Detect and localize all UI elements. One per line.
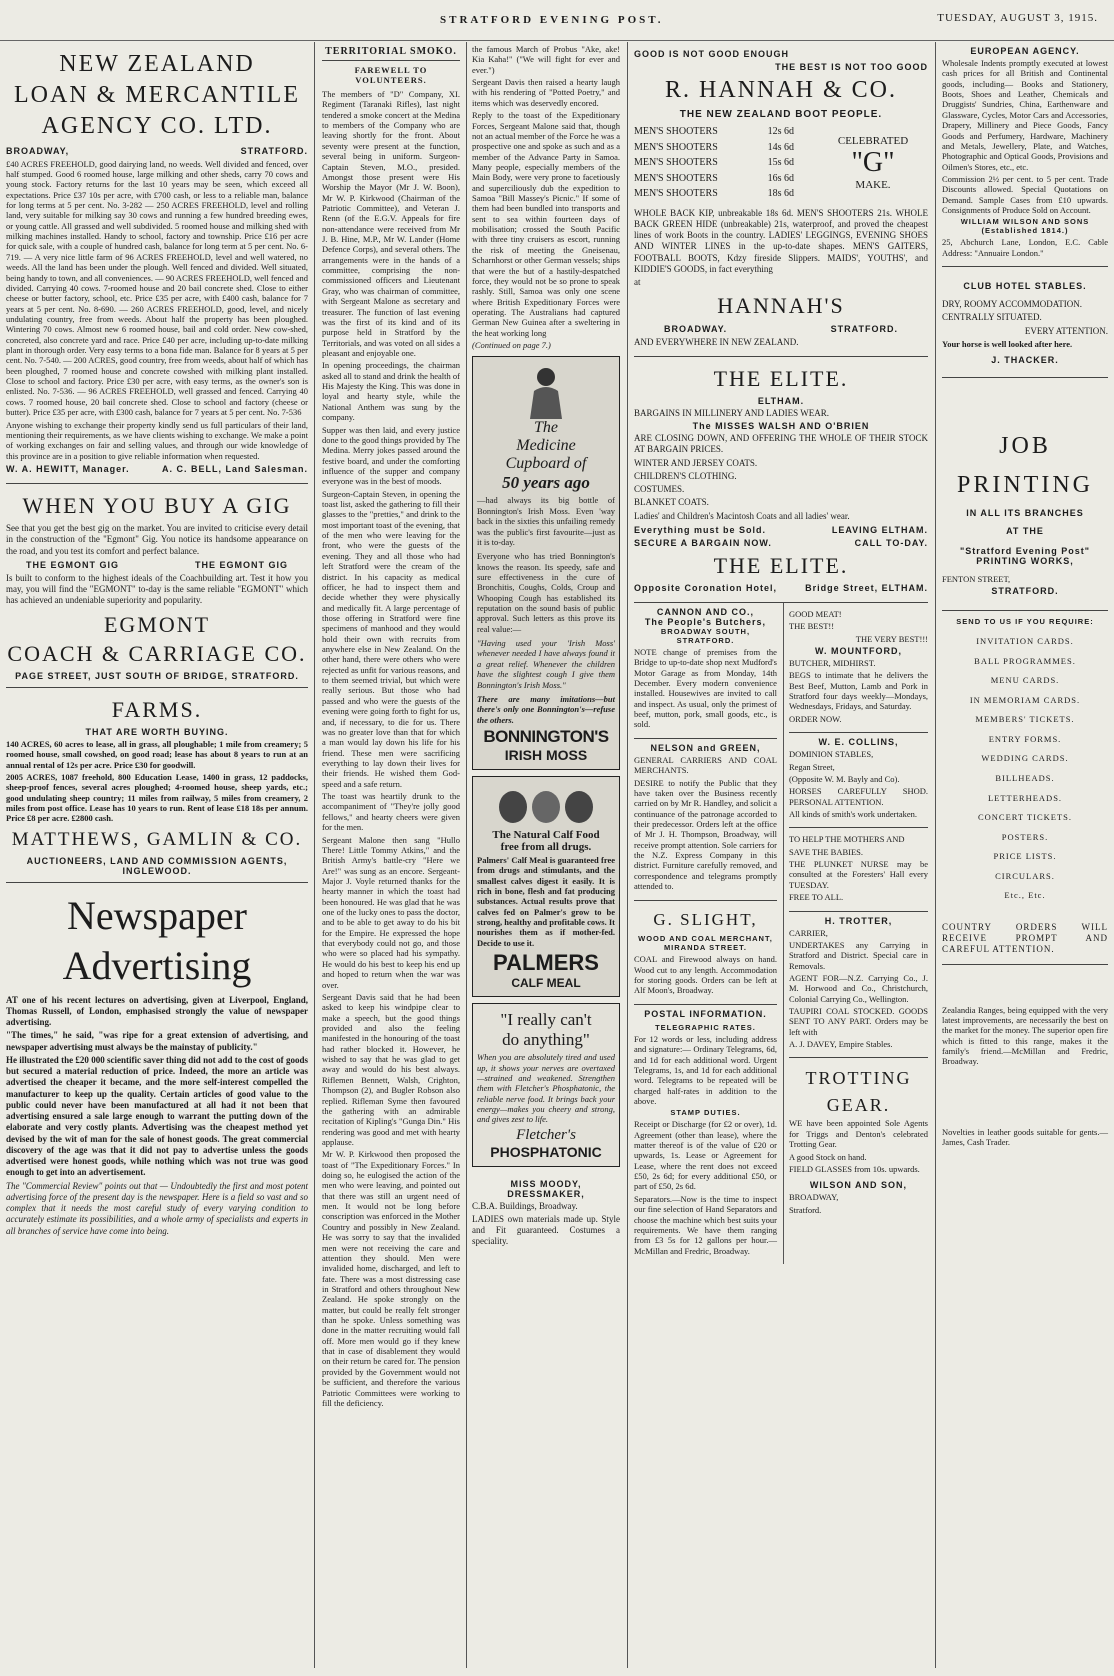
trotter-name: H. TROTTER,	[824, 915, 893, 926]
news-para-4: The "Commercial Review" points out that — Undoubtedly the first and most potent advertising force of the present day is the newspaper. Here is a field so vast and so complex that it needs the most careful study of every varying condition to accurately estimate its possibilities, and a whole army of specialists and experts in all branches of service have come into being.	[6, 1180, 308, 1236]
hannah-ad	[634, 42, 928, 357]
elite-body1: ARE CLOSING DOWN, AND OFFERING THE WHOLE OF THEIR STOCK AT BARGAIN PRICES.	[634, 433, 928, 455]
list-item: WEDDING CARDS.	[981, 753, 1069, 764]
fletch-heading-1: "I really can't	[500, 1010, 592, 1030]
bon-text-2: Everyone who has tried Bonnington's knows the reason. Its speedy, safe and sure effectiveness in the cure of Bronchitis, Coughs, Colds, Croup and Whooping Cough has established its reputation on the sound basis of public approval. Such letters as this prove its real value:—	[477, 551, 615, 634]
nz-manager: W. A. HEWITT, Manager.	[6, 463, 130, 474]
continued-note: (Continued on page 7.)	[472, 340, 551, 351]
bon-brand: BONNINGTON'S	[483, 726, 609, 746]
g-mark: "G"	[851, 146, 895, 178]
separators-note: Separators.—Now is the time to inspect our fine selection of Hand Separators and choose the machine which best suits your requirements. We have them ranging from £3 5s for 12 gallons per hour.—McMillan and Fredric, Broadway.	[634, 1193, 777, 1256]
issue-date: TUESDAY, AUGUST 3, 1915.	[937, 12, 1098, 24]
miss-moody-ad	[472, 1175, 620, 1256]
job-printing-ad	[942, 378, 1108, 964]
column-rule	[314, 42, 315, 1668]
g-make-badge	[818, 135, 928, 191]
euro-title: EUROPEAN AGENCY.	[970, 46, 1080, 56]
job-works-1: "Stratford Evening Post"	[959, 545, 1091, 556]
good-meat-3: THE VERY BEST!!!	[855, 633, 928, 644]
nz-address-right: STRATFORD.	[240, 145, 308, 156]
egmont-title1: EGMONT	[103, 611, 211, 637]
bon-heading-3: Cupboard of	[505, 455, 587, 473]
babies-1: TO HELP THE MOTHERS AND	[788, 834, 905, 845]
list-item: BALL PROGRAMMES.	[974, 655, 1076, 666]
job-at: AT THE	[1006, 525, 1044, 536]
fletch-brand-2: PHOSPHATONIC	[490, 1143, 602, 1160]
bonningtons-ad	[472, 356, 620, 770]
plunket-body: THE PLUNKET NURSE may be consulted at the Foresters' Hall every TUESDAY.	[788, 859, 928, 890]
fletch-heading-2: do anything"	[502, 1030, 590, 1050]
mountford-trade: BUTCHER, MIDHIRST.	[788, 658, 876, 669]
gig-body2: Is built to conform to the highest ideals of the Coachbuilding art. Test it how you may, you will find the "EGMONT" to-day is the same reliable "EGMONT" which has achieved an undeniable superiority and popularity.	[6, 572, 308, 606]
hannah-at: at	[634, 277, 641, 288]
hannah-title: R. HANNAH & CO.	[664, 77, 897, 103]
elite-addr-right: Bridge Street, ELTHAM.	[805, 582, 928, 593]
trotting-title-2: GEAR.	[826, 1095, 891, 1116]
news-para-1: AT one of his recent lectures on advertising, given at Liverpool, England, Thomas Russell, of London, emphasised strongly the value of newspaper advertising.	[6, 994, 308, 1028]
farms-subtitle: THAT ARE WORTH BUYING.	[85, 726, 229, 737]
job-town: STRATFORD.	[991, 586, 1059, 597]
col4-split	[634, 603, 928, 1264]
news-para-3: He illustrated the £20 000 scientific saver thing did not add to the cost of goods but secured a material reduction of price. Indeed, the more an article was advertised the cheaper it became, and the more self-interest compelled the manufacturer to keep up the quality. Certain articles of good value to the public could never have been manufactured at all had it not been that advertising ensured a sale large enough to warrant the putting down of the elaborate and very costly plants. Advertising was the cheapest method yet devised by the wit of man for the sale of honest goods. The great commercial discovery of the age was that it did not pay to advertise unless the goods advertised were honest goods, while nothing which was not true was good enough to get into an advertisement.	[6, 1054, 308, 1178]
farms-title: FARMS.	[111, 696, 203, 722]
collins-body-1: HORSES CAREFULLY SHOD. PERSONAL ATTENTION.	[788, 786, 928, 807]
matthews-subtitle: AUCTIONEERS, LAND AND COMMISSION AGENTS,	[26, 855, 288, 866]
slight-title: G. SLIGHT,	[653, 909, 758, 929]
egmont-address: PAGE STREET, JUST SOUTH OF BRIDGE, STRATFORD.	[15, 670, 299, 681]
elite-row1-right: LEAVING ELTHAM.	[831, 524, 928, 535]
elite-line-2: CHILDREN'S CLOTHING.	[634, 470, 737, 481]
mountford-name: W. MOUNTFORD,	[814, 646, 902, 657]
elite-line-3: COSTUMES.	[634, 484, 685, 495]
hannah-addr-left: BROADWAY.	[664, 323, 728, 334]
smoko-para-6: Sergeant Malone then sang "Hullo There! Little Tommy Atkins," and the British Army's battle-cry "Here we Are!" was sung as an encore. Sergeant-Major J. Voyle returned thanks for the hearty manner in which the toast had been honoured. He was glad that he was one of the lucky ones to pass the doctor, and to be able to get away to do his bit for the Empire. He expressed the hope that everybody could not go, and those who were so placed had his sympathy. He would do his best to keep his end up and hoped to return when the war was over.	[322, 834, 460, 990]
job-send: SEND TO US IF YOU REQUIRE:	[942, 610, 1108, 626]
nelson-ad	[634, 739, 777, 901]
list-item: ENTRY FORMS.	[988, 733, 1062, 744]
nelson-body: DESIRE to notify the Public that they have taken over the Business recently carried on by Mr R. Handley, and solicit a continuance of the patronage accorded to their predecessor. Orders left at the office of Mr J. H. Thompson, Broadway, will receive prompt attention. Sole carriers for the N.Z. Express Company in this district. Furniture carefully removed, and correspondence and telegrams promptly attended to.	[634, 777, 777, 892]
elite-row2-right: CALL TO-DAY.	[854, 537, 928, 548]
elite-line-4: BLANKET COATS.	[634, 497, 709, 508]
club-line-4: Your horse is well looked after here.	[942, 338, 1073, 349]
tele-title: TELEGRAPHIC RATES.	[655, 1022, 756, 1032]
bon-heading-4: 50 years ago	[502, 473, 590, 493]
smoko-para-4: Surgeon-Captain Steven, in opening the toast list, asked the gathering to fill their glasses to the "pretties," and drink to the most important toast of the evening, that of the men who were leaving for the front, who were the guests of the evening. They and all those who had left Stratford were the cream of the district. In his capacity as medical officer, he had to inspect them and decide whether they were physically and medically fit. A large percentage of those offering in Stratford were fine specimens of manhood and they would hold their own with recruits from anywhere else in New Zealand. On the other hand, there were others who were rejected as unfit for various reasons, and to them seemed trivial, but which were really serious. But those who had passed and who were the guests of the evening were going forth to fight for us, and, if necessary, to die for us. There was no greater love than that for which a man would lay down his life for his friend. These men were sacrificing everything to lay down their lives for their friends. He wished them God-speed and a safe return.	[322, 488, 460, 789]
list-item: MENU CARDS.	[990, 675, 1060, 686]
smoko-para-5: The toast was heartily drunk to the accompaniment of "They're jolly good fellows," and hearty cheers were given for the men.	[322, 791, 460, 833]
shooter-row: MEN'S SHOOTERS 14s 6d	[634, 141, 794, 153]
palmer-text: Palmers' Calf Meal is guaranteed free from drugs and stimulants, and the smallest calves digest it easily. It is rich in bone, flesh and fat producing substances. Actual results prove that calves fed on Palmer's grow to be strong, healthy and profitable cows. It nourishes them as if mother-fed. Decide to use it.	[477, 854, 615, 948]
trotting-stock: A good Stock on hand.	[788, 1151, 867, 1162]
nelson-title: NELSON and GREEN,	[650, 742, 761, 753]
nz-title-line1: NEW ZEALAND	[59, 51, 255, 77]
mountford-body: BEGS to intimate that he delivers the Best Beef, Mutton, Lamb and Pork in Stratford four days weekly—Mondays, Wednesdays, Fridays, and Saturday.	[788, 670, 928, 712]
farms-listing-1: 140 ACRES, 60 acres to lease, all in grass, all ploughable; 1 mile from creamery; 5 roomed house, small cowshed, on good road; lease has about 8 years to run at an annual rental of 12s per acre. Price £30 for goodwill.	[6, 738, 308, 770]
cannon-title: CANNON AND CO.,	[656, 606, 755, 617]
moody-subtitle: DRESSMAKER,	[507, 1188, 585, 1199]
smoko-para-2: In opening proceedings, the chairman asked all to stand and drink the health of His Majesty the King. This was done in loyal and hearty style, while the National Anthem was sung by the company.	[322, 360, 460, 423]
cannon-address: BROADWAY SOUTH, STRATFORD.	[660, 626, 751, 645]
shooter-row: MEN'S SHOOTERS 15s 6d	[634, 157, 794, 169]
make-label: MAKE.	[855, 178, 891, 191]
trotter-body-3: TAUPIRI COAL STOCKED. GOODS SENT TO ANY PART. Orders may be left with	[788, 1006, 928, 1037]
column-4	[628, 42, 934, 1668]
list-item: BILLHEADS.	[995, 773, 1055, 783]
palmer-heading-2: free from all drugs.	[500, 840, 592, 853]
trotter-ad	[789, 912, 928, 1059]
babies-2: SAVE THE BABIES.	[788, 846, 864, 857]
trotter-body-1: UNDERTAKES any Carrying in Stratford and District. Special care in Removals.	[788, 939, 928, 971]
slight-body: COAL and Firewood always on hand. Wood cut to any length. Accommodation for storing goods. Orders can be left at Alf Moon's, Broadway.	[634, 954, 777, 996]
nz-address-left: BROADWAY,	[6, 145, 70, 156]
palmer-heading-1: The Natural Calf Food	[492, 828, 600, 841]
matthews-town: INGLEWOOD.	[122, 865, 192, 876]
list-item: MEMBERS' TICKETS.	[975, 714, 1075, 725]
list-item: Etc., Etc.	[1004, 890, 1046, 901]
newspaper-advertising-article	[6, 883, 308, 1245]
euro-commission: Commission 2½ per cent. to 5 per cent. Trade Discounts allowed. Special Quotations on Demand. Sample Cases from £10 upwards. Consignments of Produce Sold on Account.	[942, 173, 1108, 216]
cannon-body: NOTE change of premises from the Bridge to up-to-date shop next Mudford's Motor Garage as from Monday, 14th December. Every modern convenience installed. Housewives are invited to call and inspect. As usual, only the primest of beef, mutton, pork, small goods, etc., is sold.	[634, 646, 777, 730]
nz-title-line2: LOAN & MERCANTILE	[14, 82, 300, 109]
collins-subtitle: DOMINION STABLES,	[788, 749, 874, 760]
slight-ad	[634, 901, 777, 1005]
club-name: J. THACKER.	[991, 355, 1059, 366]
newspaper-name: STRATFORD EVENING POST.	[440, 14, 664, 26]
plunket-free: FREE TO ALL.	[788, 892, 844, 903]
list-item: CONCERT TICKETS.	[977, 812, 1073, 823]
club-line-1: DRY, ROOMY ACCOMMODATION.	[942, 299, 1083, 310]
good-meat-2: THE BEST!!	[788, 621, 835, 632]
hannah-body: WHOLE BACK KIP, unbreakable 18s 6d. MEN'S SHOOTERS 21s. WHOLE BACK GREEN HIDE (unbreakable) 21s, waterproof, and proved the cheapest lines of work Boots in the country. LADIES' LEGGINGS, EVENING SHOES AND WINTER LINES in the up-to-date shapes. MEN'S GAITERS, FOOTBALL BOOTS, Kdzy fireside Slippers. MAIDS', YOUTHS', and KIDDIE'S GOODS, in fact everything	[634, 207, 928, 274]
smoko-para-1: The members of "D" Company, XI. Regiment (Taranaki Rifles), last night tendered a smoke concert at the Medina to members of the Company who are leaving shortly for the front. About seventy were present at the function, several being in uniform. Surgeon-Captain Steven, M.O., presided. Amongst those present were His Worship the Mayor (Mr J. W. Boon), Mr W. P. Kirkwood (Chairman of the Patriotic Committee), and Veteran J. Renn (of the E.G.V. Appeals for fire non-attendance were received from Mr J. B. Hine, M.P., Mr W. Lander (Home Defence Corps), and several others. The arrangements were in the hands of a committee, comprising the non-commissioned officers and Lieutenant Gray, who was chairman of committee, with Sergeant Malone as secretary and treasurer. The function of last evening was the first of its kind and of its purpose held in Stratford by the Territorials, and was voted on all sides a pleasant and enjoyable one.	[322, 89, 460, 358]
elite-row1-left: Everything must be Sold.	[634, 524, 767, 535]
news-para-2: "The times," he said, "was ripe for a great extension of advertising, and newspaper advertising must always be the mainstay of publicity."	[6, 1030, 308, 1052]
best-line: THE BEST IS NOT TOO GOOD	[775, 62, 928, 72]
list-item: POSTERS.	[1001, 831, 1049, 842]
elite-town: ELTHAM.	[757, 395, 805, 406]
collins-name: W. E. COLLINS,	[818, 737, 899, 748]
collins-body-2: All kinds of smith's work undertaken.	[788, 809, 918, 819]
euro-body: Wholesale Indents promptly executed at lowest cash prices for all British and Continental goods, including— Books and Stationery, Boots, Shoes and Leather, Chemicals and Druggists' Sundries, China, Earthenware and Glassware, Cycles, Motor Cars and Accessories, Drapery, Millinery and Piece Goods, Fancy Goods and Perfumery, Hardware, Machinery and Metals, Jewellery, Plate, and Watches, Photographic and Optical Goods, Provisions and Oilmen's Stores, etc., etc.	[942, 58, 1108, 172]
good-enough-line: GOOD IS NOT GOOD ENOUGH	[634, 49, 790, 59]
column-2	[316, 42, 466, 1668]
nz-listings: £40 ACRES FREEHOLD, good dairying land, no weeds. Well divided and fenced, over half stumped. Good 6 roomed house, large milking and other sheds, carry 70 cows and young stock. Factory returns for the last 10 years may be seen, which exceed all expectations. Price £37 10s per acre, with £700 cash, or less to a reliable man, balance for long terms at 5 per cent. No. 3-282 — 250 ACRES FREEHOLD, level and rolling land, very suitable for milking say 30 cows and running a few hundred breeding ewes, or young cattle. All grassed and well subdivided. 5 roomed house and milking shed with milking machines installed. Handy to school, factory and township. Price £16 per acre for quick sale, with a couple of hundred cash, balance for long term at 5 per cent. No. 6-719. — A very nice little farm of 96 ACRES FREEHOLD, level and well watered, no weeds. All the land has been under the plough. Well fenced and divided. Well situated, being handy to town, and all conveniences. — 90 ACRES FREEHOLD, well fenced and divided. Carrying 40 cows. 7-roomed house and 20 bail concrete shed. Close to either cheese or butter factory, school, etc. Price £35 per acre, with £400 cash, balance for 7 years at 5 per cent. No. 8-690. — 260 ACRES FREEHOLD, good, level, and nicely undulating country, free from weeds. About half the property has been ploughed. Wintering 70 cows. Almost new 6 roomed house, bail and cold order. New cow-shed, concreted, also concrete yard and race. Price £40 per acre, including up-to-date milking plant in thorough order. Very easy terms to a bona fide man. Balance for 8 years at 5 per cent. No. 7-540. — 200 ACRES, good country, free from weeds, about half of which has been ploughed, 7 roomed house and concrete cowshed with milking plant installed. Close to school and factory. Price £30 per acre, with easy terms, as the owner's son is enlisted. No. 7-536. — 96 ACRES FREEHOLD, well grassed and fenced. Carrying 40 cows. 7 roomed house, 20 bail concrete shed. Close to school and factory (cheese or butter). Price £35 per acre, with £300 cash, balance for 7 years at 5 per cent. No. 7-536	[6, 158, 308, 418]
postal-title: POSTAL INFORMATION.	[644, 1008, 767, 1019]
fletch-text: When you are absolutely tired and used up, it shows your nerves are overtaxed—strained and weakened. Strengthen them with Fletcher's Phosphatonic, the reliable nerve food. It brings back your energy—makes you cheery and strong, and gives zest to life.	[477, 1052, 615, 1125]
gig-ad	[6, 484, 308, 688]
column-1	[0, 42, 314, 1668]
hannahs-name: HANNAH'S	[717, 293, 845, 319]
trotter-body-4: A. J. DAVEY, Empire Stables.	[788, 1039, 893, 1050]
collins-ad	[789, 733, 928, 828]
gig-label-left: THE EGMONT GIG	[26, 559, 120, 570]
list-item: IN MEMORIAM CARDS.	[969, 694, 1081, 705]
col4-left	[634, 603, 777, 1264]
trotting-title-1: TROTTING	[805, 1068, 912, 1089]
smoko-para-7: Sergeant Davis said that he had been asked to keep his windpipe clear to make a speech, but the good things provided and also the feeling manifested in the honouring of the toast had rather blocked it. However, he wished to say that he was glad to get away and would do his best always. Riflemen Bennett, Walsh, Crighton, Thompson (2), and Bugler Robson also replied. Rifleman Syme then favoured the gathering with an admirable recitation of Kipling's "Gunga Din." His rendering was good and met with hearty applause.	[322, 991, 460, 1147]
elite-body2: Ladies' and Children's Macintosh Coats and all ladies' wear.	[634, 510, 850, 521]
nz-loan-ad	[6, 42, 308, 484]
trotting-glasses: FIELD GLASSES from 10s. upwards.	[788, 1163, 920, 1174]
column-3	[466, 42, 626, 1668]
wilson-address: BROADWAY,	[788, 1192, 839, 1203]
hannah-addr-right: STRATFORD.	[830, 323, 898, 334]
collins-addr-1: Regan Street,	[788, 761, 835, 772]
job-works-2: PRINTING WORKS,	[976, 555, 1074, 566]
elite-addr-left: Opposite Coronation Hotel,	[634, 582, 777, 593]
news-title-2: Advertising	[62, 942, 252, 988]
cannon-subtitle: The People's Butchers,	[644, 616, 767, 627]
job-branches: IN ALL ITS BRANCHES	[966, 507, 1084, 518]
mountford-ad	[789, 603, 928, 733]
postal-info	[634, 1005, 777, 1264]
nz-salesman: A. C. BELL, Land Salesman.	[161, 463, 308, 474]
wilson-name: WILSON AND SON,	[809, 1180, 908, 1191]
moody-title: MISS MOODY,	[510, 1178, 582, 1189]
list-item: PRICE LISTS.	[993, 851, 1057, 862]
news-title-1: Newspaper	[67, 892, 247, 938]
trotter-subtitle: CARRIER,	[788, 927, 828, 938]
col4-right	[783, 603, 928, 1264]
zealandia-note: Zealandia Ranges, being equipped with the very latest improvements, are necessarily the best on the market for the money. The superior open fire which is fitted to this range, makes it the family's friend.—McMillan and Fredric, Broadway.	[942, 1004, 1108, 1067]
plunket-ad	[789, 828, 928, 911]
job-title-2: PRINTING	[957, 472, 1093, 499]
trotting-gear-ad	[789, 1058, 928, 1223]
good-meat-1: GOOD MEAT!	[788, 608, 842, 619]
job-items-list	[942, 632, 1108, 906]
nz-title-line3: AGENCY CO. LTD.	[41, 113, 273, 140]
trotting-body: WE have been appointed Sole Agents for Triggs and Denton's celebrated Trotting Gear.	[788, 1118, 928, 1150]
elite-subtitle: BARGAINS IN MILLINERY AND LADIES WEAR.	[634, 407, 829, 418]
club-line-3: EVERY ATTENTION.	[1024, 325, 1108, 336]
nelson-subtitle: GENERAL CARRIERS AND COAL MERCHANTS.	[634, 754, 777, 776]
job-title-1: JOB	[999, 433, 1051, 460]
collins-addr-2: (Opposite W. M. Bayly and Co).	[788, 773, 900, 784]
bon-text-4: There are many imitations—but there's only one Bonnington's—refuse the others.	[477, 693, 615, 725]
article-continuation-top: the famous March of Probus "Ake, ake! Kia Kaha!" ("We will fight for ever and ever.")	[472, 44, 620, 75]
elite-title: THE ELITE.	[713, 365, 849, 391]
stamp-body: Receipt or Discharge (for £2 or over), 1d. Agreement (other than lease), where the matter thereof is of the value of £20 or upwards, 1s. Lease or Agreement for Lease, where the rent does not exceed £50, 2s 6d; for every additional £50, or part of £50, 2s 6d.	[634, 1119, 777, 1192]
stamp-title: STAMP DUTIES.	[670, 1108, 741, 1118]
farms-ad	[6, 688, 308, 883]
smoko-para-3: Supper was then laid, and every justice done to the good things provided by The Medina. Merry jokes passed around the festive board, and under the comforting influence of the supper and company everyone was in the best of moods.	[322, 424, 460, 487]
slight-address: MIRANDA STREET.	[663, 943, 747, 953]
gig-label-right: THE EGMONT GIG	[194, 559, 288, 570]
farms-listing-2: 2005 ACRES, 1087 freehold, 800 Education Lease, 1400 in grass, 12 paddocks, sheep-proof fences, several acres ploughed; 4-roomed house, sheep yards, etc.; good undulating sheep country; 11 miles from railway, 5 miles from creamery, 2 miles from post office. Lease has 10 years to run. Rent of lease £18 18s per annum. Price £8 per acre. £2800 cash.	[6, 771, 308, 824]
shooter-row: MEN'S SHOOTERS 12s 6d	[634, 126, 794, 138]
euro-address: 25, Abchurch Lane, London, E.C. Cable Address: "Annuaire London."	[942, 237, 1108, 258]
list-item: INVITATION CARDS.	[976, 636, 1074, 647]
job-country: COUNTRY ORDERS WILL RECEIVE PROMPT AND CAREFUL ATTENTION.	[942, 921, 1108, 955]
job-street: FENTON STREET,	[942, 573, 1011, 584]
club-title: CLUB HOTEL STABLES.	[963, 281, 1087, 292]
article-continuation-2: Reply to the toast of the Expeditionary Forces, Sergeant Malone said that, though not an actual member of the Force he was a prospective one and spoke as such and as a member of the Advance Party in Samoa. Many people, especially members of the Main Body, were very prone to facetiously and superciliously dub the expedition to Samoa "Bill Massey's Picnic." If some of them had been bundled into transports and sent to sea within fourteen days of mobilisation; crossed the South Pacific with three tiny cruisers as escort, running the risk of meeting the Gneisenau, Scharnhorst or other German vessels; ships that were the but of a hastily-despatched force, they would not be so prone to speak rashly. Still, Samoa was only one scene where British Expeditionary Forces were operating. The Australians had captured German New Guinea after a sweltering in the heat working long	[472, 110, 620, 338]
tele-body: For 12 words or less, including address and signature:— Ordinary Telegrams, 6d, and 1d for each additional word. Urgent Telegrams, 1s, and 1d for each additional word. Telegrams to be repeated will be charged half-rates in addition to the above.	[634, 1033, 777, 1106]
fletch-brand-1: Fletcher's	[516, 1126, 576, 1143]
gig-body1: See that you get the best gig on the market. You are invited to criticise every detail in the construction of the "Egmont" Gig. You notice its handsome appearance on the road, and you test its comfort and perfect balance.	[6, 523, 308, 556]
elite-ad	[634, 357, 928, 603]
bon-text-1: —had always its big bottle of Bonnington's Irish Moss. Even 'way back in the sixties this unfailing remedy was the public's first favourite—just as it is to-day.	[477, 495, 615, 547]
mountford-order: ORDER NOW.	[788, 713, 842, 724]
palmers-ad	[472, 776, 620, 997]
list-item: CIRCULARS.	[995, 870, 1055, 881]
novelties-note: Novelties in leather goods suitable for gents.—James, Cash Trader.	[942, 1126, 1108, 1148]
fletchers-ad	[472, 1003, 620, 1167]
bon-heading-1: The	[534, 419, 558, 437]
hannah-subtitle: THE NEW ZEALAND BOOT PEOPLE.	[679, 109, 883, 121]
nurse-illustration-icon	[516, 363, 576, 419]
palmer-brand: PALMERS	[493, 950, 599, 976]
calves-illustration-icon	[491, 783, 601, 829]
elite-name: The MISSES WALSH AND O'BRIEN	[692, 421, 870, 432]
list-item: LETTERHEADS.	[987, 792, 1063, 803]
palmer-subbrand: CALF MEAL	[511, 976, 581, 991]
egmont-title2: COACH & CARRIAGE CO.	[7, 640, 307, 666]
smoko-title: TERRITORIAL SMOKO.	[322, 46, 460, 61]
gig-title: WHEN YOU BUY A GIG	[22, 492, 292, 518]
shooters-list	[634, 124, 794, 202]
wilson-town: Stratford.	[788, 1204, 822, 1215]
slight-subtitle: WOOD AND COAL MERCHANT,	[638, 934, 773, 944]
elite-title-2: THE ELITE.	[713, 552, 849, 578]
european-agency-ad	[942, 42, 1108, 267]
bon-subbrand: IRISH MOSS	[504, 746, 588, 763]
cannon-ad	[634, 603, 777, 739]
smoko-para-8: Mr W. P. Kirkwood then proposed the toast of "The Expeditionary Forces." In doing so, he eulogised the action of the men who were leaving, and pointed out that there was still an urgent need of men. It would not be long before conscription was enforced in the Mother Country and possibly in New Zealand. He was sorry to say that the invalided men were not receiving the care and attention they should. Men were invalided home, discharged, and left to fate. There was a most distressing case in Stratford and others throughout New Zealand. He spoke strongly on the matter, but could be really felt stronger than he spoke. Unless something was done in the matter recruiting would fall off. More men would go if they knew that in case of disablement they would on their return be cared for. The pension provided by the Government would not be sufficient, and therefore the various Patriotic Committees were working to fill the deficiency.	[322, 1149, 460, 1408]
elite-line-1: WINTER AND JERSEY COATS.	[634, 457, 758, 468]
column-5	[936, 42, 1114, 1668]
matthews-title: MATTHEWS, GAMLIN & CO.	[11, 828, 303, 850]
trotter-body-2: AGENT FOR—N.Z. Carrying Co., J. M. Horwood and Co., Christchurch, Colonial Carrying Co., Wellington.	[788, 972, 928, 1004]
masthead	[0, 0, 1114, 41]
club-line-2: CENTRALLY SITUATED.	[942, 312, 1042, 323]
euro-sign: WILLIAM WILSON AND SONS (Established 1814.)	[960, 217, 1090, 236]
shooter-row: MEN'S SHOOTERS 18s 6d	[634, 188, 794, 200]
shooter-row: MEN'S SHOOTERS 16s 6d	[634, 172, 794, 184]
celebrated-label: CELEBRATED	[837, 134, 909, 147]
bon-heading-2: Medicine	[516, 437, 576, 455]
elite-row2-left: SECURE A BARGAIN NOW.	[634, 537, 772, 548]
hannah-footer: AND EVERYWHERE IN NEW ZEALAND.	[634, 336, 799, 347]
bon-text-3: "Having used your 'Irish Moss' whenever needed I have always found it a great relief. Whenever the children have the slightest cough I give them Bonnington's Irish Moss."	[477, 638, 615, 690]
moody-body: LADIES own materials made up. Style and Fit guaranteed. Costumes a speciality.	[472, 1213, 620, 1247]
nz-footer: Anyone wishing to exchange their property kindly send us full particulars of their land, mentioning their requirements, as we have clients wishing to exchange. We make a point of working exchanges on fair and selling values, and through our wide knowledge of this province are in a position to give reliable information when requested.	[6, 419, 309, 461]
smoko-subtitle: FAREWELL TO VOLUNTEERS.	[354, 65, 428, 85]
club-hotel-ad	[942, 267, 1108, 378]
article-continuation-1: Sergeant Davis then raised a hearty laugh with his rendering of "Potted Poetry," and items which was deservedly encored.	[472, 77, 620, 108]
moody-address: C.B.A. Buildings, Broadway.	[472, 1200, 578, 1211]
